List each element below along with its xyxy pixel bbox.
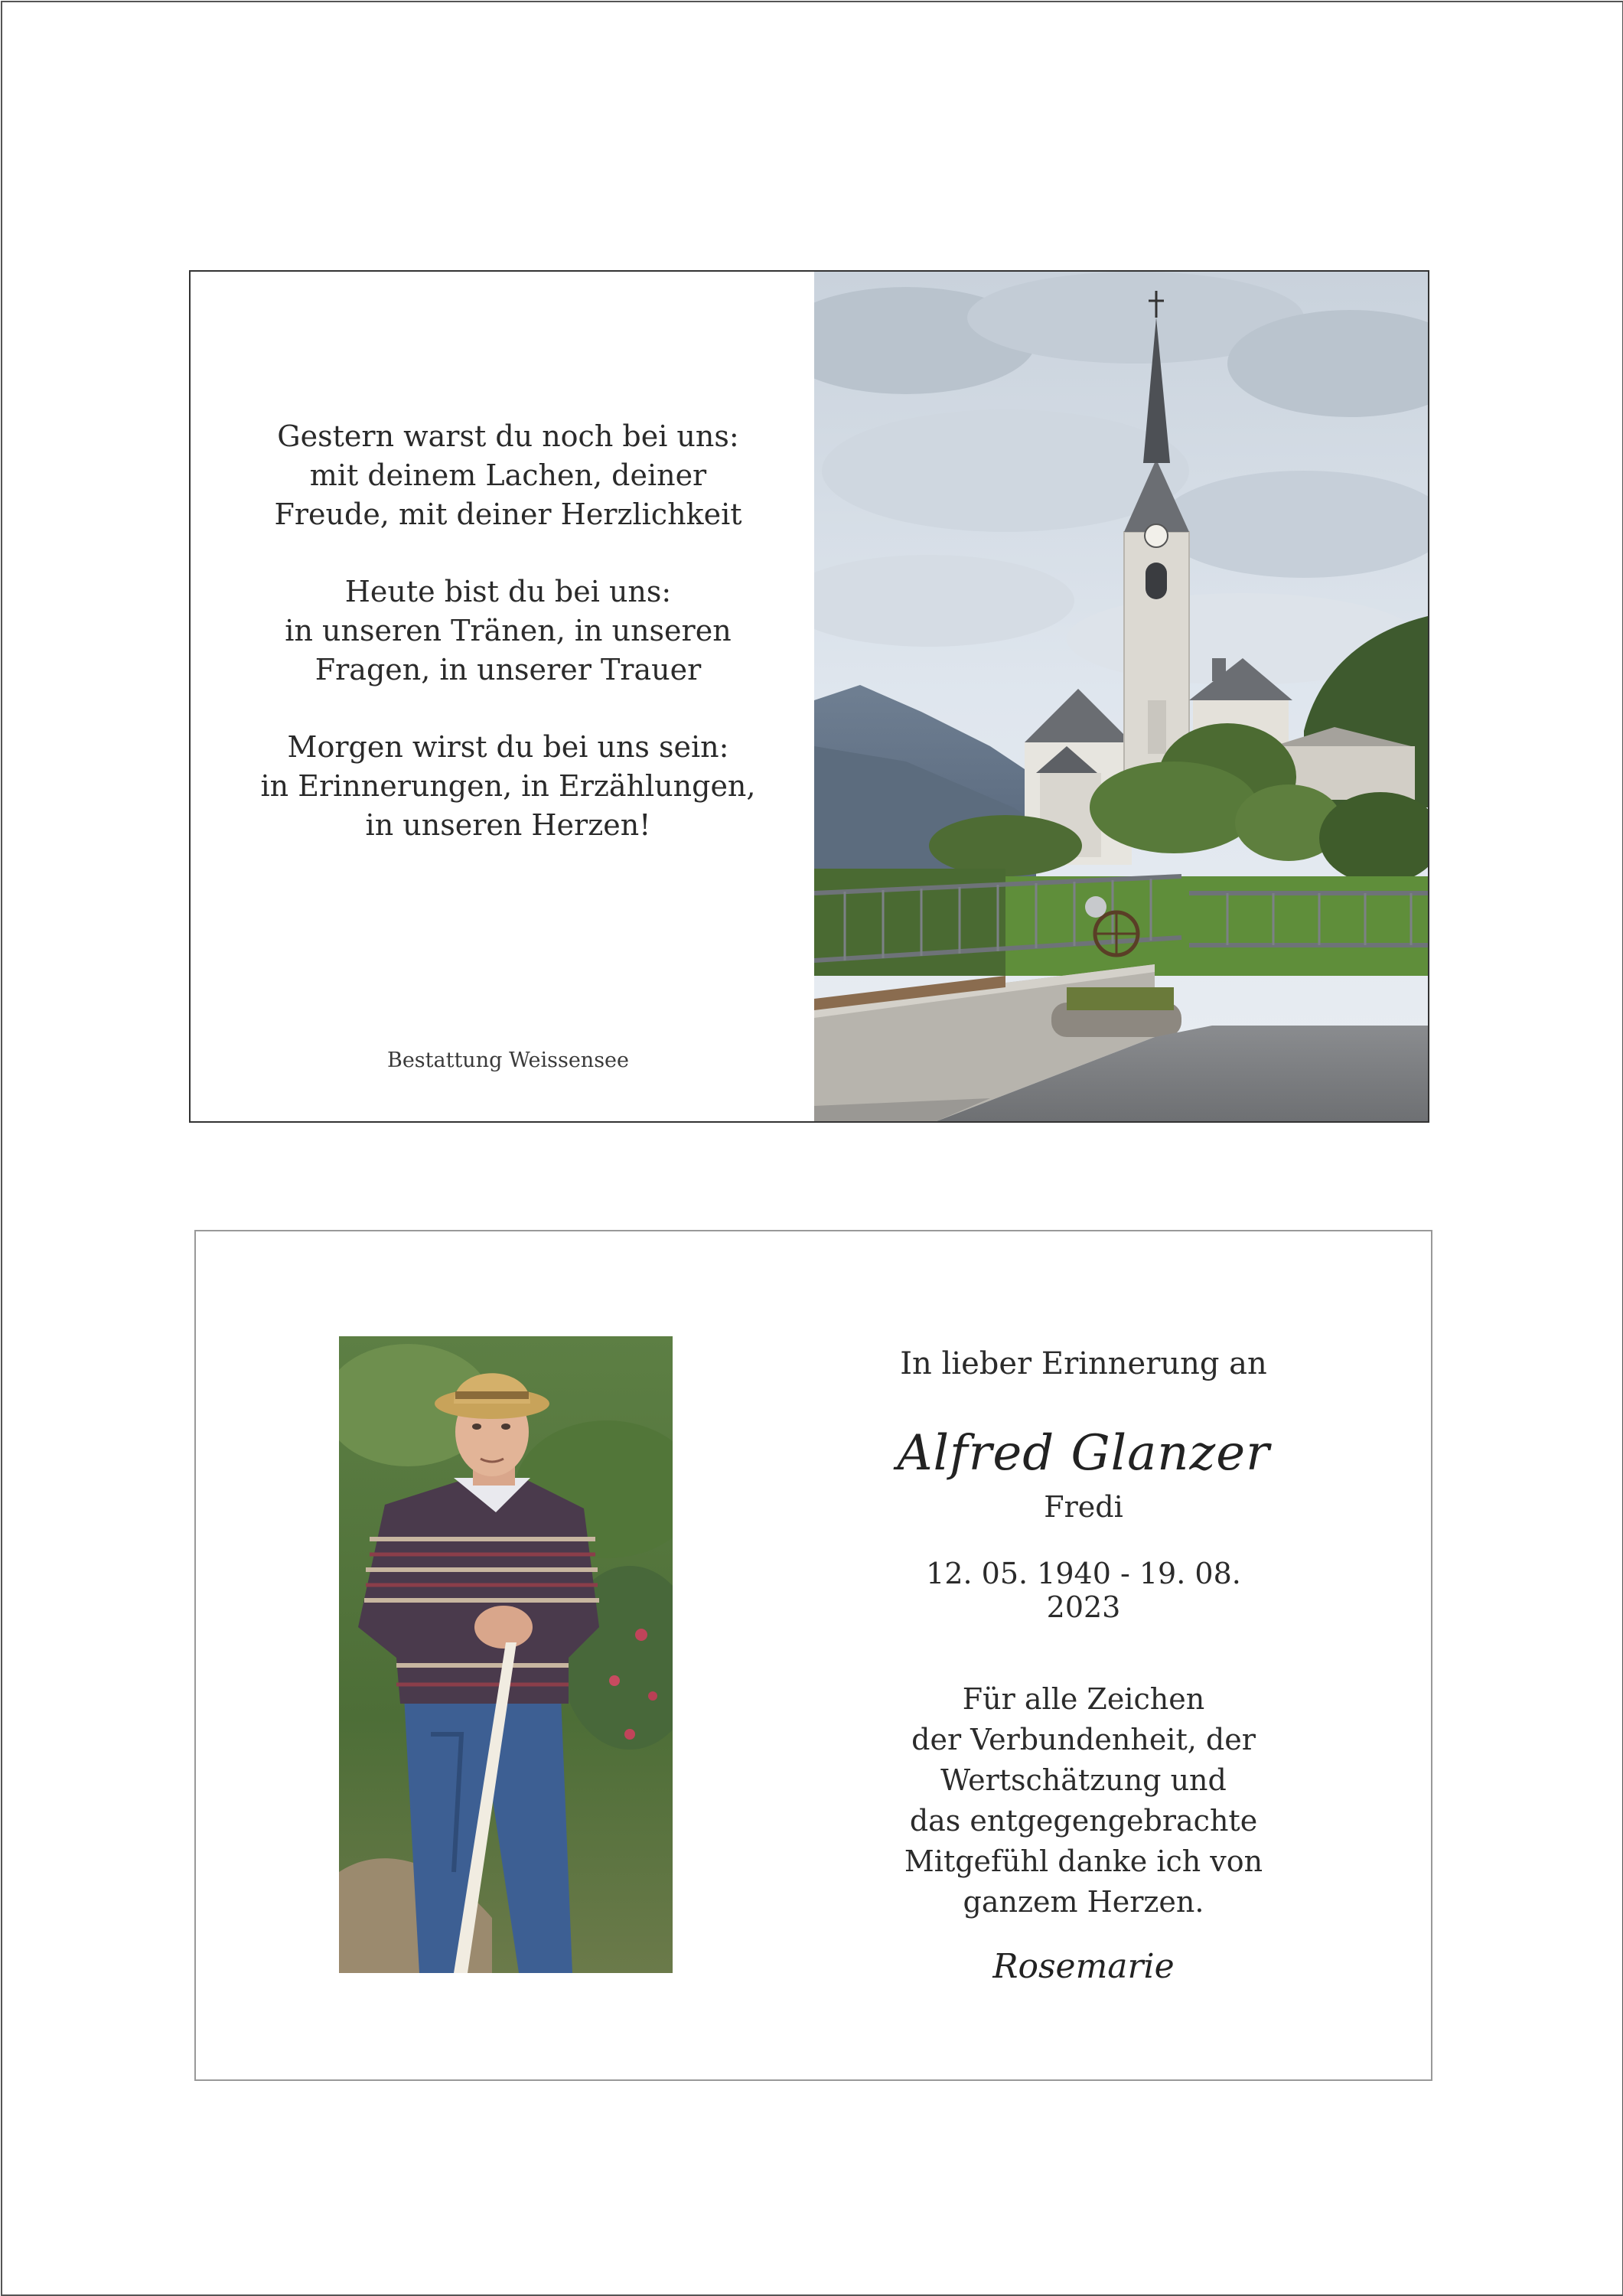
poem-line: Heute bist du bei uns: xyxy=(344,575,672,608)
poem-line: Fragen, in unserer Trauer xyxy=(314,653,702,687)
poem-line: in Erinnerungen, in Erzählungen, xyxy=(260,769,756,803)
poem-stanza-1 xyxy=(191,417,826,534)
thanks-line: der Verbundenheit, der xyxy=(911,1723,1256,1756)
thanks-line: Mitgefühl danke ich von xyxy=(904,1844,1263,1878)
poem-line: mit deinem Lachen, deiner xyxy=(309,458,707,492)
deceased-nickname: Fredi xyxy=(1044,1490,1123,1524)
funeral-home-name: Bestattung Weissensee xyxy=(386,1049,630,1072)
memorial-card-portrait xyxy=(194,1230,1432,2081)
poem-line: Gestern warst du noch bei uns: xyxy=(277,419,739,453)
poem-line: Morgen wirst du bei uns sein: xyxy=(287,730,729,764)
portrait-photo xyxy=(339,1336,673,1973)
thanks-line: Für alle Zeichen xyxy=(962,1682,1205,1716)
poem-line: Freude, mit deiner Herzlichkeit xyxy=(274,497,742,531)
thanks-text xyxy=(885,1679,1282,1923)
remembrance-intro: In lieber Erinnerung an xyxy=(900,1346,1267,1381)
poem-line: in unseren Tränen, in unseren xyxy=(285,614,732,647)
thanks-line: Wertschätzung und xyxy=(940,1763,1227,1797)
memorial-card-poem xyxy=(189,270,1429,1123)
thanks-line: ganzem Herzen. xyxy=(963,1885,1204,1919)
poem-stanza-2 xyxy=(191,572,826,690)
life-dates: 12. 05. 1940 - 19. 08. 2023 xyxy=(926,1557,1241,1624)
poem xyxy=(191,417,826,883)
church-photo xyxy=(814,272,1428,1121)
deceased-name: Alfred Glanzer xyxy=(897,1425,1270,1482)
signature: Rosemarie xyxy=(992,1947,1175,1986)
thanks-line: das entgegengebrachte xyxy=(909,1804,1258,1838)
poem-stanza-3 xyxy=(191,728,826,845)
poem-line: in unseren Herzen! xyxy=(365,808,651,842)
